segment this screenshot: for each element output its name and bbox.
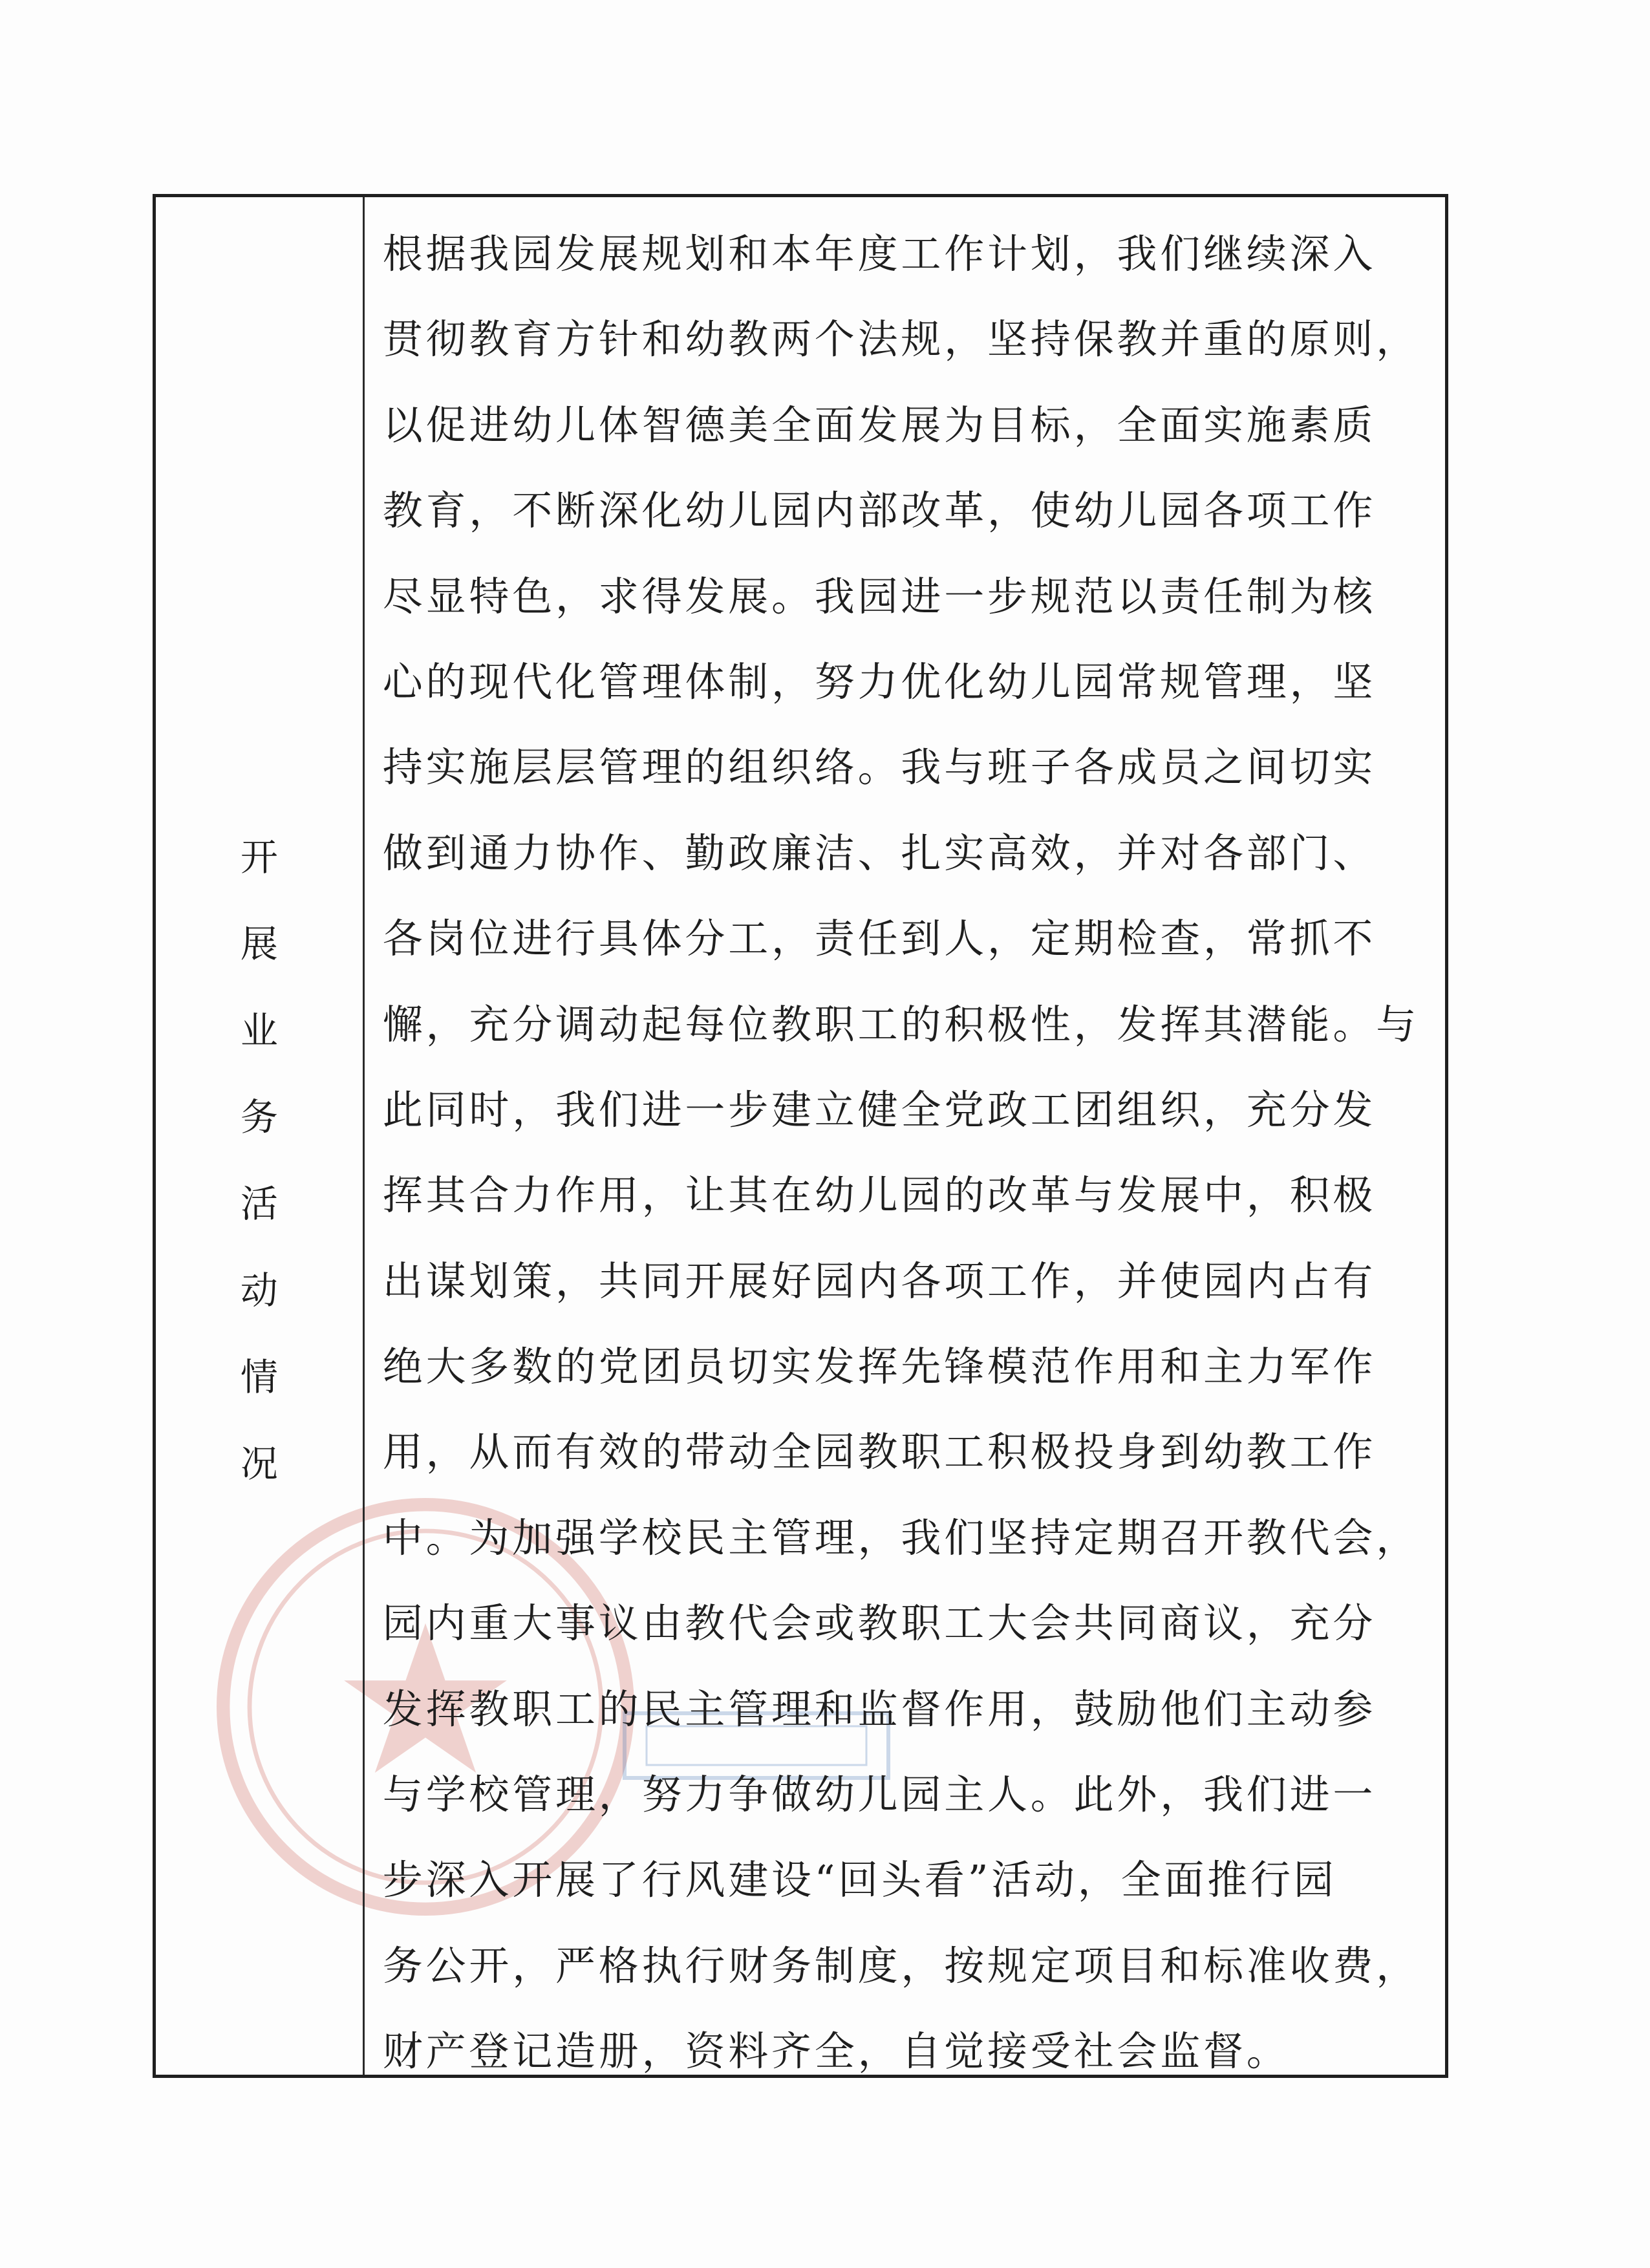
content-line: 中。为加强学校民主管理，我们坚持定期召开教代会， — [382, 1514, 1419, 1561]
content-line: 持实施层层管理的组织络。我与班子各成员之间切实 — [382, 744, 1377, 791]
content-line: 懈，充分调动起每位教职工的积极性，发挥其潜能。与 — [382, 1000, 1419, 1048]
content-line: 根据我园发展规划和本年度工作计划，我们继续深入 — [382, 230, 1377, 277]
section-label-cell — [156, 197, 365, 2075]
content-line: 务公开，严格执行财务制度，按规定项目和标准收费， — [382, 1942, 1419, 1989]
content-line: 发挥教职工的民主管理和监督作用，鼓励他们主动参 — [382, 1685, 1377, 1733]
content-line: 步深入开展了行风建设“回头看”活动，全面推行园 — [382, 1856, 1337, 1904]
section-label-char: 开 — [240, 835, 278, 879]
content-line: 尽显特色，求得发展。我园进一步规范以责任制为核 — [382, 572, 1377, 620]
content-line: 各岗位进行具体分工，责任到人，定期检查，常抓不 — [382, 915, 1377, 963]
content-line: 出谋划策，共同开展好园内各项工作，并使园内占有 — [382, 1257, 1377, 1305]
content-line: 贯彻教育方针和幼教两个法规，坚持保教并重的原则， — [382, 316, 1419, 363]
content-line: 用，从而有效的带动全园教职工积极投身到幼教工作 — [382, 1428, 1377, 1476]
content-line: 心的现代化管理体制，努力优化幼儿园常规管理，坚 — [382, 658, 1377, 705]
content-line: 此同时，我们进一步建立健全党政工团组织，充分发 — [382, 1086, 1377, 1133]
content-line: 挥其合力作用，让其在幼儿园的改革与发展中，积极 — [382, 1171, 1377, 1219]
section-label — [241, 814, 278, 1507]
content-line: 教育，不断深化幼儿园内部改革，使幼儿园各项工作 — [382, 487, 1377, 535]
section-label-char: 况 — [240, 1442, 278, 1486]
section-label-char: 展 — [240, 922, 278, 966]
section-label-char: 务 — [240, 1095, 278, 1139]
section-label-char: 活 — [240, 1182, 278, 1226]
content-line: 绝大多数的党团员切实发挥先锋模范作用和主力军作 — [382, 1343, 1377, 1391]
section-label-char: 情 — [240, 1355, 278, 1399]
section-content-cell — [365, 197, 1445, 2075]
section-label-char: 动 — [240, 1268, 278, 1312]
section-label-char: 业 — [240, 1009, 278, 1053]
content-line: 做到通力协作、勤政廉洁、扎实高效，并对各部门、 — [382, 829, 1377, 877]
content-line: 与学校管理，努力争做幼儿园主人。此外，我们进一 — [382, 1771, 1377, 1819]
content-line: 园内重大事议由教代会或教职工大会共同商议，充分 — [382, 1599, 1377, 1647]
activity-form-table — [153, 194, 1448, 2078]
content-line: 财产登记造册，资料齐全，自觉接受社会监督。 — [382, 2027, 1290, 2075]
content-line: 以促进幼儿体智德美全面发展为目标，全面实施素质 — [382, 401, 1377, 449]
